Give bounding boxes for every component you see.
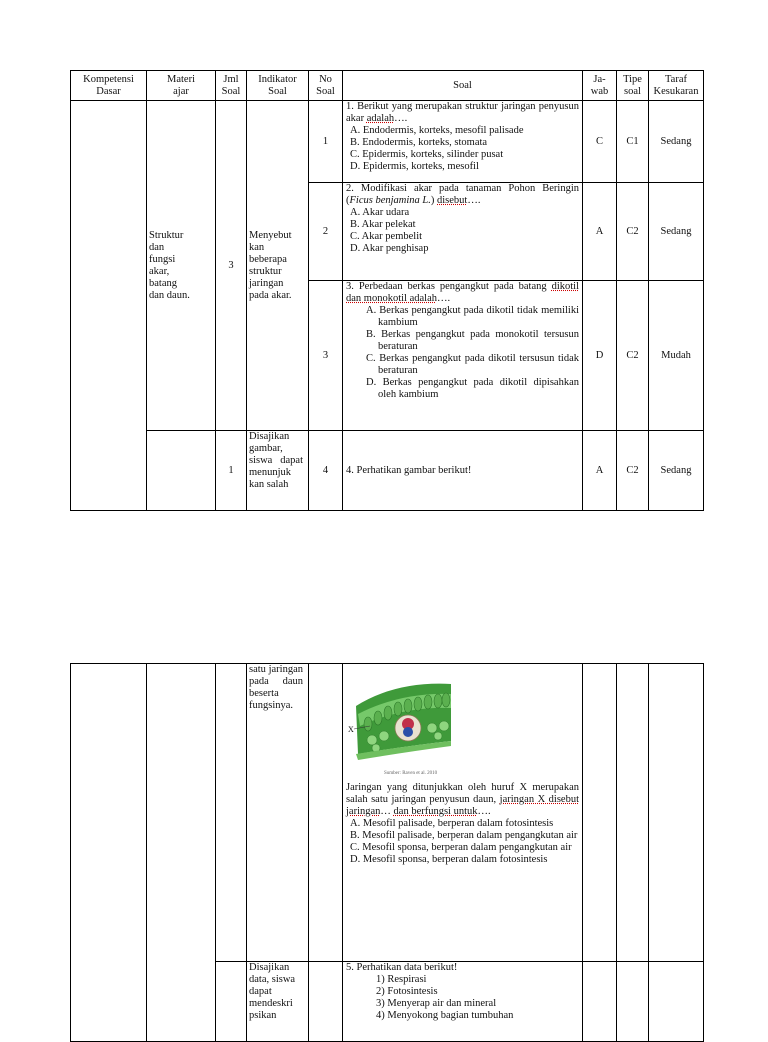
taraf-1: Sedang [649,101,704,183]
soal-3-option-d: D. Berkas pengangkut pada dikotil dipisahkan oleh kambium [366,377,579,400]
indikator-cell-2-cont [247,664,309,962]
soal-5-item-2: 2) Fotosintesis [376,986,438,997]
soal-1 [343,101,583,183]
tipe-2: C2 [617,183,649,281]
no-soal-4-cont [309,664,343,962]
kisi-kisi-table-page2 [70,663,704,1042]
jawab-2: A [583,183,617,281]
soal-4-body-underline-2: dan berfungsi untuk [393,806,478,817]
table-row [71,431,704,511]
indikator-text: Menyebut kan beberapa struktur jaringan pada akar. [249,229,292,301]
soal-5 [343,962,583,1042]
jawab-5 [583,962,617,1042]
taraf-3: Mudah [649,281,704,431]
tipe-5 [617,962,649,1042]
indikator-2-text-cont: satu jaringan pada daun beserta fungsinya. [249,664,303,711]
soal-3 [343,281,583,431]
soal-3-stem: 3. Perbedaan berkas pengangkut pada batang [346,281,552,292]
jawab-3: D [583,281,617,431]
soal-2-species: Ficus benjamina L. [349,195,431,206]
soal-2-option-a: A. Akar udara [350,207,410,218]
jml-cell-2: 1 [216,431,247,511]
kisi-kisi-table-page1 [70,70,704,511]
indikator-cell-3 [247,962,309,1042]
jawab-4: A [583,431,617,511]
no-soal-1: 1 [309,101,343,183]
indikator-cell-2 [247,431,309,511]
header-tipe: Tipe soal [617,71,649,101]
taraf-4-cont [649,664,704,962]
soal-4-option-b: B. Mesofil palisade, berperan dalam pengangkutan air [350,830,578,841]
jml-cell-cont [216,664,247,962]
soal-3-option-b: B. Berkas pengangkut pada monokotil tersusun beraturan [366,329,579,352]
tipe-4-cont [617,664,649,962]
leaf-tissue-image [346,666,456,776]
no-soal-2: 2 [309,183,343,281]
leaf-cross-section-figure [346,666,456,776]
soal-1-option-d: D. Epidermis, korteks, mesofil [350,161,479,172]
table-row [71,664,704,962]
figure-caption: Sumber: Raven et al. 2010 [384,771,438,776]
header-no: No Soal [309,71,343,101]
soal-1-stem-end: …. [394,113,408,124]
kompetensi-cell [71,101,147,511]
taraf-2: Sedang [649,183,704,281]
materi-text: Struktur dan fungsi akar, batang dan daun. [149,229,190,301]
soal-2-stem-mid: ) [430,195,437,206]
soal-5-item-1: 1) Respirasi [376,974,427,985]
soal-4-body-end: …. [477,806,491,817]
materi-cell-cont [147,664,216,1042]
soal-2-stem: 2. Modifikasi akar pada tanaman Pohon Beringin ( [346,183,579,206]
soal-4-body-underline: jaringan X disebut jaringan [346,794,579,817]
soal-1-option-a: A. Endodermis, korteks, mesofil palisade [350,125,524,136]
indikator-cell [247,101,309,431]
soal-1-option-c: C. Epidermis, korteks, silinder pusat [350,149,504,160]
tipe-3: C2 [617,281,649,431]
header-indikator: Indikator Soal [247,71,309,101]
jawab-4-cont [583,664,617,962]
jml-cell: 3 [216,101,247,431]
indikator-2-text: Disajikan gambar, siswa dapat menunjuk kan salah [249,431,303,490]
materi-cell-empty [147,431,216,511]
tipe-1: C1 [617,101,649,183]
jml-cell-3 [216,962,247,1042]
soal-4-body-mid: … [380,806,394,817]
soal-3-stem-underline: dikotil dan monokotil adalah [346,281,579,304]
header-materi: Materi ajar [147,71,216,101]
soal-2-stem-underline: disebut [437,195,468,206]
kompetensi-cell-cont [71,664,147,1042]
page-2 [0,600,768,1024]
no-soal-5 [309,962,343,1042]
soal-4-option-d: D. Mesofil sponsa, berperan dalam fotosintesis [350,854,548,865]
header-taraf: Taraf Kesukaran [649,71,704,101]
soal-1-option-b: B. Endodermis, korteks, stomata [350,137,488,148]
header-kompetensi: Kompetensi Dasar [71,71,147,101]
figure-x-label: X [348,725,354,734]
no-soal-4: 4 [309,431,343,511]
soal-5-item-4: 4) Menyokong bagian tumbuhan [376,1010,514,1021]
header-row [71,71,704,101]
soal-4-option-a: A. Mesofil palisade, berperan dalam fotosintesis [350,818,554,829]
soal-3-stem-end: …. [436,293,451,304]
soal-2-stem-end: …. [467,195,481,206]
soal-4: 4. Perhatikan gambar berikut! [343,431,583,511]
soal-3-option-a: A. Berkas pengangkut pada dikotil tidak memiliki kambium [366,305,579,328]
header-soal: Soal [343,71,583,101]
soal-4-cont [343,664,583,962]
soal-5-item-3: 3) Menyerap air dan mineral [376,998,497,1009]
soal-2-option-b: B. Akar pelekat [350,219,416,230]
table-row [71,101,704,183]
soal-2 [343,183,583,281]
tipe-4: C2 [617,431,649,511]
materi-cell [147,101,216,431]
soal-5-stem: 5. Perhatikan data berikut! [346,962,458,973]
soal-2-option-c: C. Akar pembelit [350,231,423,242]
header-jml: Jml Soal [216,71,247,101]
indikator-3-text: Disajikan data, siswa dapat mendeskri psikan [249,962,296,1021]
taraf-5 [649,962,704,1042]
jawab-1: C [583,101,617,183]
soal-4-body: Jaringan yang ditunjukkan oleh huruf X merupakan salah satu jaringan penyusun daun, [346,782,579,805]
soal-1-stem-underline: adalah [366,113,395,124]
soal-1-stem: 1. Berikut yang merupakan struktur jaringan penyusun akar [346,101,579,124]
header-jawab: Ja- wab [583,71,617,101]
taraf-4: Sedang [649,431,704,511]
no-soal-3: 3 [309,281,343,431]
soal-3-option-c: C. Berkas pengangkut pada dikotil tersusun tidak beraturan [366,353,579,376]
soal-4-option-c: C. Mesofil sponsa, berperan dalam pengangkutan air [350,842,572,853]
soal-2-option-d: D. Akar penghisap [350,243,429,254]
